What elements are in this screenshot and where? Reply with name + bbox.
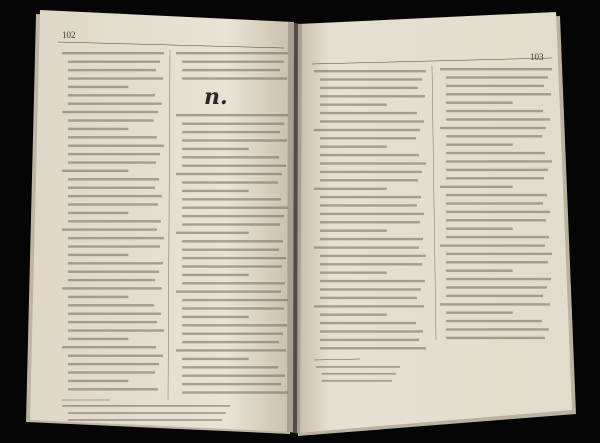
text-line	[182, 139, 287, 141]
text-line	[182, 274, 249, 276]
text-line	[68, 220, 161, 222]
text-line	[320, 288, 421, 290]
text-line	[68, 195, 162, 197]
text-line	[446, 278, 551, 280]
text-line	[62, 52, 164, 54]
text-line	[68, 237, 164, 239]
text-line	[182, 223, 280, 225]
text-line	[182, 131, 280, 133]
text-line	[68, 380, 128, 382]
text-line	[182, 391, 288, 393]
text-line	[446, 118, 550, 120]
text-line	[182, 69, 280, 71]
section-letter-heading: n.	[204, 84, 228, 110]
text-line	[176, 349, 286, 351]
text-line	[68, 136, 157, 138]
text-line	[176, 232, 249, 234]
text-line	[182, 282, 285, 284]
footnote-line	[322, 380, 392, 382]
text-line	[440, 127, 546, 129]
text-line	[176, 114, 288, 116]
text-line	[182, 61, 284, 63]
text-line	[320, 103, 387, 105]
text-line	[68, 119, 154, 121]
text-line	[320, 297, 417, 299]
text-line	[320, 137, 416, 139]
text-line	[68, 254, 128, 256]
text-line	[182, 165, 286, 167]
text-line	[320, 179, 418, 181]
text-line	[182, 341, 279, 343]
text-line	[68, 371, 155, 373]
text-line	[320, 95, 425, 97]
text-line	[68, 61, 160, 63]
text-line	[182, 249, 279, 251]
text-line	[440, 303, 550, 305]
right-page-number: 103	[530, 52, 544, 62]
text-line	[62, 346, 156, 348]
text-line	[314, 129, 420, 131]
text-line	[446, 202, 543, 204]
text-line	[446, 286, 547, 288]
text-line	[182, 307, 284, 309]
text-line	[446, 194, 547, 196]
text-line	[68, 363, 159, 365]
text-line	[68, 329, 164, 331]
text-line	[68, 94, 155, 96]
text-line	[68, 187, 155, 189]
text-line	[446, 328, 549, 330]
text-line	[446, 337, 545, 339]
text-line	[440, 186, 513, 188]
text-line	[182, 333, 283, 335]
text-line	[68, 271, 159, 273]
text-line	[68, 279, 155, 281]
footnote-line	[62, 405, 230, 407]
text-line	[68, 161, 156, 163]
text-line	[182, 316, 249, 318]
text-line	[176, 52, 288, 54]
text-line	[176, 290, 281, 292]
text-line	[182, 240, 283, 242]
text-line	[62, 170, 128, 172]
text-line	[182, 123, 284, 125]
text-line	[182, 265, 282, 267]
text-line	[446, 76, 548, 78]
left-page-number: 102	[62, 30, 76, 40]
text-line	[446, 93, 551, 95]
text-line	[446, 143, 513, 145]
text-line	[68, 77, 163, 79]
text-line	[68, 103, 162, 105]
text-line	[320, 78, 422, 80]
footnote-line	[322, 373, 396, 375]
text-line	[176, 173, 282, 175]
text-line	[446, 311, 513, 313]
text-line	[68, 203, 158, 205]
text-line	[320, 112, 417, 114]
text-line	[62, 111, 158, 113]
text-line	[446, 269, 513, 271]
text-line	[68, 355, 163, 357]
footnote-line	[68, 412, 226, 414]
text-line	[68, 178, 159, 180]
text-line	[446, 85, 544, 87]
text-line	[320, 347, 426, 349]
text-line	[320, 221, 420, 223]
text-line	[320, 229, 387, 231]
text-line	[446, 152, 545, 154]
text-line	[182, 207, 288, 209]
text-line	[446, 261, 548, 263]
text-line	[446, 135, 542, 137]
text-line	[446, 177, 544, 179]
text-line	[320, 87, 418, 89]
text-line	[320, 339, 419, 341]
text-line	[440, 68, 552, 70]
footnote-line	[316, 366, 400, 368]
text-line	[320, 120, 424, 122]
text-line	[68, 212, 128, 214]
text-line	[446, 110, 543, 112]
text-line	[320, 255, 426, 257]
text-line	[446, 169, 548, 171]
text-line	[182, 383, 281, 385]
text-line	[446, 320, 542, 322]
text-line	[182, 198, 281, 200]
text-line	[320, 213, 424, 215]
text-line	[182, 77, 287, 79]
text-line	[320, 171, 422, 173]
text-line	[62, 228, 157, 230]
text-line	[446, 211, 550, 213]
footnote-line	[68, 419, 222, 421]
text-line	[320, 162, 426, 164]
text-line	[446, 219, 546, 221]
text-line	[320, 322, 416, 324]
text-line	[446, 295, 543, 297]
text-line	[68, 245, 160, 247]
text-line	[320, 330, 423, 332]
text-line	[182, 190, 249, 192]
text-line	[68, 153, 160, 155]
text-line	[68, 69, 156, 71]
text-line	[314, 305, 424, 307]
text-line	[68, 388, 158, 390]
text-line	[182, 324, 287, 326]
text-line	[446, 227, 513, 229]
text-line	[68, 321, 157, 323]
text-line	[320, 238, 423, 240]
text-line	[320, 263, 422, 265]
text-line	[68, 86, 128, 88]
text-line	[320, 154, 419, 156]
text-line	[182, 366, 278, 368]
text-line	[182, 299, 288, 301]
text-line	[320, 196, 421, 198]
text-line	[182, 148, 249, 150]
text-line	[182, 181, 278, 183]
text-line	[68, 128, 128, 130]
text-line	[320, 280, 425, 282]
text-line	[446, 253, 552, 255]
gutter-shadow	[287, 22, 302, 434]
text-line	[446, 236, 549, 238]
text-line	[62, 287, 162, 289]
text-line	[68, 304, 154, 306]
text-line	[320, 145, 387, 147]
text-line	[68, 296, 128, 298]
text-line	[314, 246, 419, 248]
text-line	[68, 262, 163, 264]
text-line	[320, 271, 387, 273]
text-line	[182, 358, 249, 360]
text-line	[182, 215, 284, 217]
text-line	[440, 244, 545, 246]
text-line	[182, 375, 285, 377]
text-line	[320, 313, 387, 315]
text-line	[314, 70, 426, 72]
text-line	[446, 101, 513, 103]
text-line	[446, 160, 552, 162]
text-line	[182, 257, 286, 259]
text-line	[68, 145, 164, 147]
text-line	[314, 188, 387, 190]
text-line	[68, 313, 161, 315]
text-line	[182, 156, 279, 158]
text-line	[320, 204, 417, 206]
text-line	[68, 338, 128, 340]
